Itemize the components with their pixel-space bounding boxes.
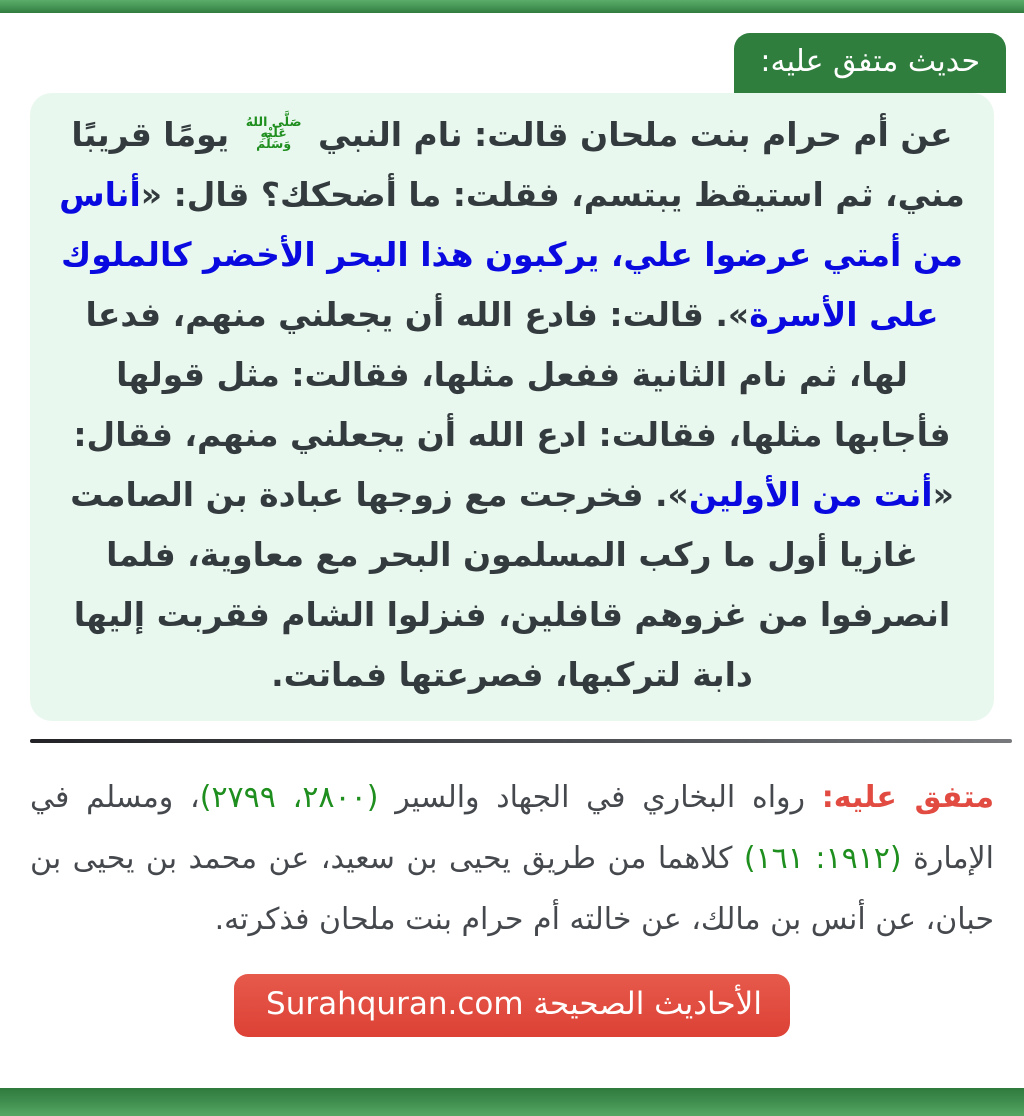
footer-collection-title: الأحاديث الصحيحة: [533, 986, 762, 1022]
text-segment-red: متفق عليه:: [821, 780, 995, 815]
text-segment-normal: يومًا قريبًا مني، ثم استيقظ يبتسم، فقلت: ما أضحكك؟ قال: «: [71, 115, 965, 214]
hadith-box: [30, 93, 994, 721]
bottom-green-bar: [0, 1088, 1024, 1116]
text-segment-normal: رواه البخاري في الجهاد والسير: [378, 780, 822, 815]
text-segment-normal: عن أم حرام بنت ملحان قالت: نام النبي: [306, 115, 953, 154]
text-segment-blue: أناس من أمتي عرضوا علي، يركبون هذا البحر الأخضر كالملوك على الأسرة: [59, 175, 963, 334]
text-segment-normal: ». فخرجت مع زوجها عبادة بن الصامت غازيا أول ما ركب المسلمون البحر مع معاوية، فلما انصرفوا من غزوهم قافلين، فنزلوا الشام فقربت إليها دابة لتركبها، فصرعتها فماتت.: [70, 475, 951, 694]
text-segment-green: (١٩١٢: ١٦١): [743, 841, 902, 876]
text-segment-blue: أنت من الأولين: [688, 475, 933, 514]
text-segment-normal: ». قالت: فادع الله أن يجعلني منهم، فدعا لها، ثم نام الثانية ففعل مثلها، فقالت: مثل قولها فأجابها مثلها، فقالت: ادع الله أن يجعلني منهم، فقال: «: [73, 295, 954, 514]
section-divider: [30, 739, 1012, 743]
footer-site-name: Surahquran.com: [266, 986, 524, 1022]
hadith-type-label: حديث متفق عليه:: [734, 33, 1006, 93]
footer-site-badge[interactable]: [234, 974, 790, 1037]
takhrij-paragraph: [30, 767, 994, 950]
header-label-row: [30, 33, 1006, 93]
text-segment-normal: ، ومسلم في الإمارة: [30, 780, 994, 876]
hadith-text: [58, 105, 966, 705]
top-green-bar: [0, 0, 1024, 13]
text-segment-green: (٢٨٠٠، ٢٧٩٩): [199, 780, 379, 815]
footer-row: [0, 974, 1024, 1037]
sallallahu-alayhi-wasallam-icon: صَلَّى اللهُ عَلَيْهِ وَسَلَّمَ: [245, 114, 302, 151]
text-segment-normal: كلاهما من طريق يحيى بن سعيد، عن محمد بن يحيى بن حبان، عن أنس بن مالك، عن خالته أم حرام بنت ملحان فذكرته.: [30, 841, 994, 937]
